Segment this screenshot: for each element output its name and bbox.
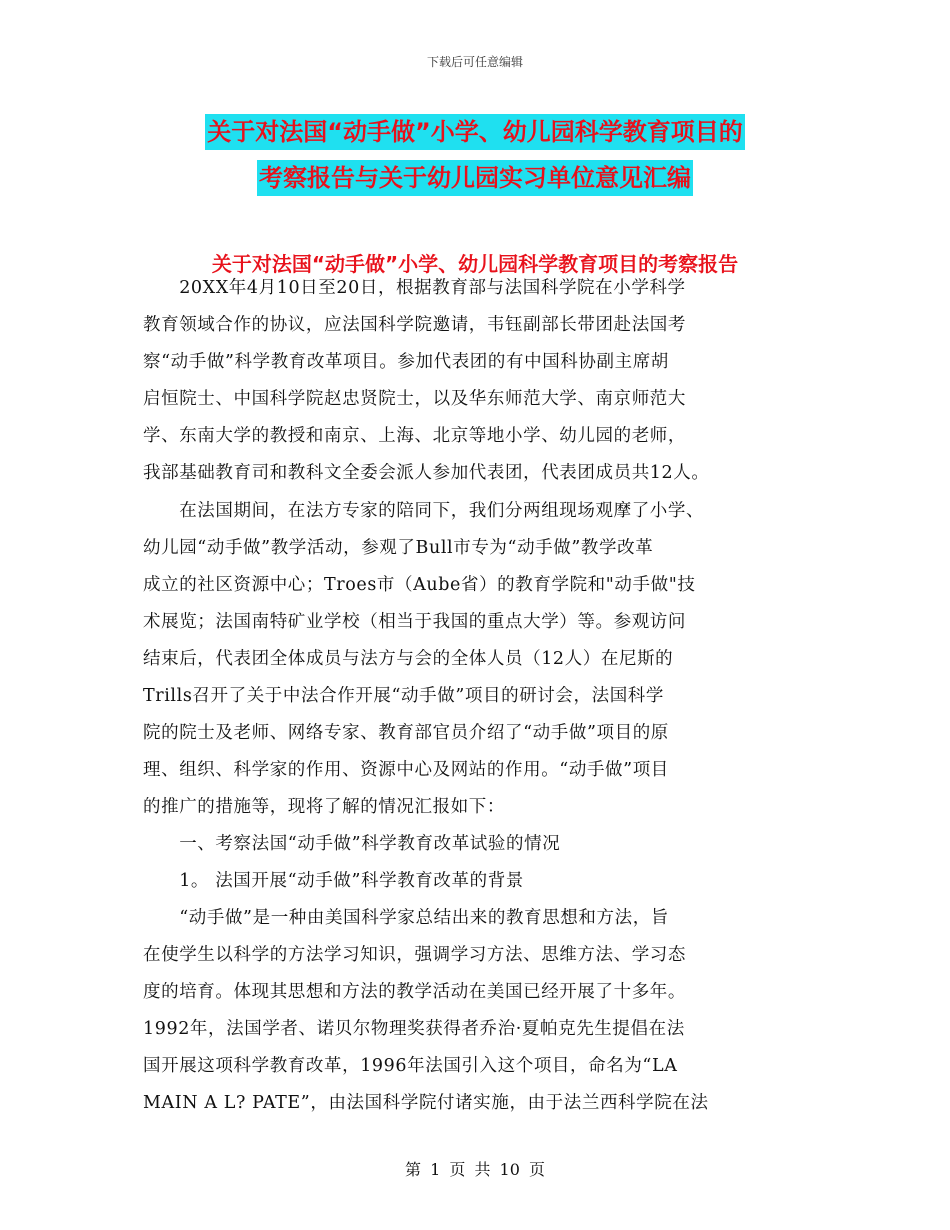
body-line: 1992年，法国学者、诺贝尔物理奖获得者乔治·夏帕克先生提倡在法 bbox=[143, 1019, 685, 1039]
body-line: 教育领域合作的协议，应法国科学院邀请，韦钰副部长带团赴法国考 bbox=[143, 315, 686, 335]
body-line: 我部基础教育司和教科文全委会派人参加代表团，代表团成员共12人。 bbox=[143, 463, 710, 483]
body-line: 幼儿园“动手做”教学活动，参观了Bull市专为“动手做”教学改革 bbox=[143, 538, 654, 558]
main-title-line-2 bbox=[0, 158, 950, 193]
body-line: 学、东南大学的教授和南京、上海、北京等地小学、幼儿园的老师， bbox=[143, 426, 686, 446]
body-line: 院的院士及老师、网络专家、教育部官员介绍了“动手做”项目的原 bbox=[143, 723, 669, 743]
body-line: 在法国期间，在法方专家的陪同下，我们分两组现场观摩了小学、 bbox=[143, 501, 705, 521]
main-title-line-1 bbox=[0, 112, 950, 147]
body-line: 在使学生以科学的方法学习知识，强调学习方法、思维方法、学习态 bbox=[143, 945, 686, 965]
body-line: 度的培育。体现其思想和方法的教学活动在美国已经开展了十多年。 bbox=[143, 982, 686, 1002]
page-footer: 第 1 页 共 10 页 bbox=[405, 1160, 545, 1179]
body-line: 察“动手做”科学教育改革项目。参加代表团的有中国科协副主席胡 bbox=[143, 352, 669, 372]
body-line: 一、考察法国“动手做”科学教育改革试验的情况 bbox=[143, 834, 561, 854]
body-line: 国开展这项科学教育改革，1996年法国引入这个项目，命名为“LA bbox=[143, 1056, 678, 1076]
body-line: 1。 法国开展“动手做”科学教育改革的背景 bbox=[143, 871, 524, 891]
main-title-text-2: 考察报告与关于幼儿园实习单位意见汇编 bbox=[257, 160, 693, 196]
section-title: 关于对法国“动手做”小学、幼儿园科学教育项目的考察报告 bbox=[211, 252, 739, 276]
main-title-text-1: 关于对法国“动手做”小学、幼儿园科学教育项目的 bbox=[205, 114, 745, 150]
body-line: Trills召开了关于中法合作开展“动手做”项目的研讨会，法国科学 bbox=[143, 686, 665, 706]
body-line: 的推广的措施等，现将了解的情况汇报如下： bbox=[143, 797, 505, 817]
body-line: 理、组织、科学家的作用、资源中心及网站的作用。“动手做”项目 bbox=[143, 760, 669, 780]
page-header: 下载后可任意编辑 bbox=[426, 55, 523, 69]
body-line: “动手做”是一种由美国科学家总结出来的教育思想和方法，旨 bbox=[143, 908, 669, 928]
body-line: 启恒院士、中国科学院赵忠贤院士，以及华东师范大学、南京师范大 bbox=[143, 389, 686, 409]
body-line: 结束后，代表团全体成员与法方与会的全体人员（12人）在尼斯的 bbox=[143, 649, 674, 669]
body-line: 20XX年4月10日至20日，根据教育部与法国科学院在小学科学 bbox=[143, 278, 686, 298]
body-line: 成立的社区资源中心；Troes市（Aube省）的教育学院和"动手做"技 bbox=[143, 575, 696, 595]
body-line: 术展览；法国南特矿业学校（相当于我国的重点大学）等。参观访问 bbox=[143, 612, 686, 632]
body-line: MAIN A L? PATE”，由法国科学院付诸实施，由于法兰西科学院在法 bbox=[143, 1093, 709, 1113]
